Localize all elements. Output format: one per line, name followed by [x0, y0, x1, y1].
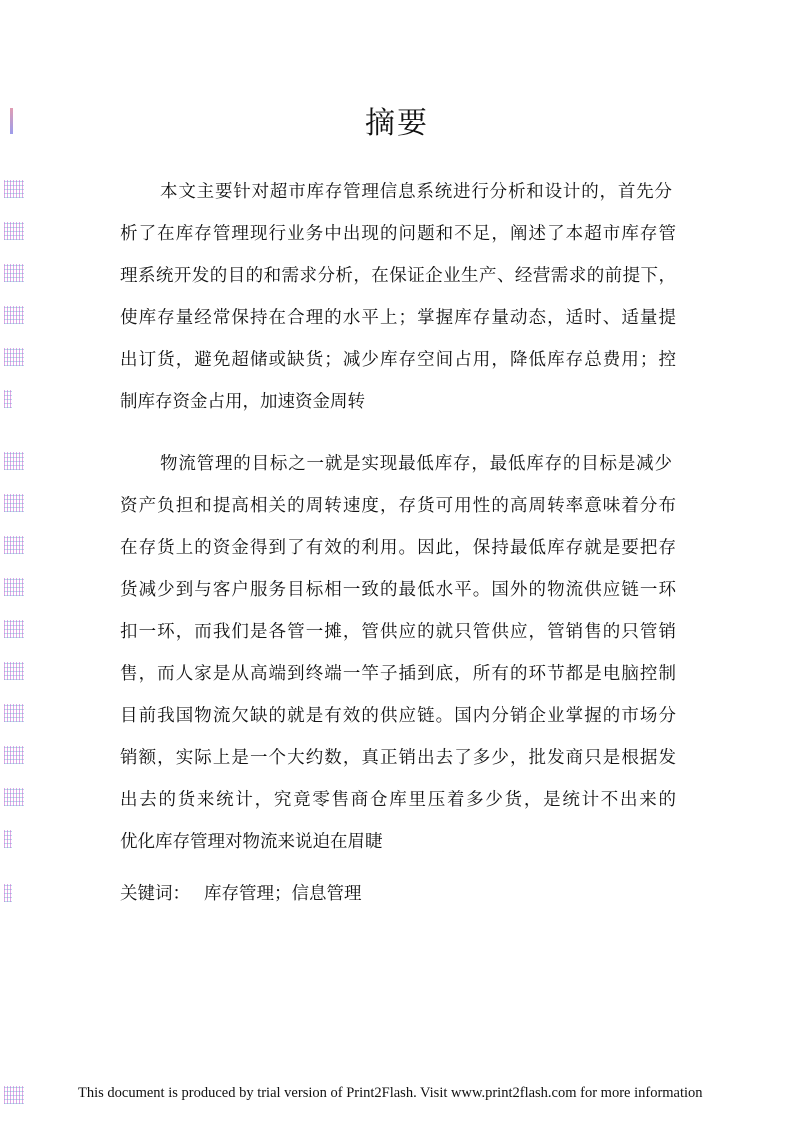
paragraph-2-line: 售，而人家是从高端到终端一竿子插到底，所有的环节都是电脑控制: [120, 664, 676, 684]
paragraph-1-line: 本文主要针对超市库存管理信息系统进行分析和设计的，首先分: [160, 182, 672, 202]
paragraph-2-line: 销额，实际上是一个大约数，真正销出去了多少，批发商只是根据发: [120, 748, 676, 768]
paragraph-2-line: 货减少到与客户服务目标相一致的最低水平。国外的物流供应链一环: [120, 580, 676, 600]
scan-noise-mark: [4, 578, 24, 596]
scan-noise-mark: [4, 536, 24, 554]
paragraph-2-line: 优化库存管理对物流来说迫在眉睫: [120, 832, 383, 852]
scan-noise-mark: [4, 306, 24, 324]
paragraph-1-line: 理系统开发的目的和需求分析，在保证企业生产、经营需求的前提下，: [120, 266, 676, 286]
scan-noise-mark: [4, 788, 24, 806]
paragraph-1-line: 出订货，避免超储或缺货；减少库存空间占用，降低库存总费用；控: [120, 350, 676, 370]
scan-noise-mark: [4, 1086, 24, 1104]
paragraph-1-line: 制库存资金占用，加速资金周转: [120, 392, 365, 412]
scan-noise-mark: [4, 620, 24, 638]
paragraph-2-line: 资产负担和提高相关的周转速度，存货可用性的高周转率意味着分布: [120, 496, 676, 516]
paragraph-2-line: 扣一环，而我们是各管一摊，管供应的就只管供应，管销售的只管销: [120, 622, 676, 642]
scan-noise-mark: [4, 830, 12, 848]
scan-noise-mark: [4, 222, 24, 240]
scan-noise-mark: [4, 884, 12, 902]
paragraph-2-line: 物流管理的目标之一就是实现最低库存，最低库存的目标是减少: [160, 454, 672, 474]
keywords: [120, 882, 362, 906]
paragraph-1-line: 使库存量经常保持在合理的水平上；掌握库存量动态，适时、适量提: [120, 308, 676, 328]
scan-noise-mark: [4, 180, 24, 198]
scan-noise-mark: [4, 264, 24, 282]
paragraph-2-line: 目前我国物流欠缺的就是有效的供应链。国内分销企业掌握的市场分: [120, 706, 676, 726]
scan-noise-mark: [4, 390, 12, 408]
scan-noise-mark: [4, 746, 24, 764]
scan-noise-mark: [4, 348, 24, 366]
scan-noise-mark: [4, 452, 24, 470]
abstract-title: 摘要: [365, 106, 429, 141]
scan-noise-mark: [4, 704, 24, 722]
paragraph-2-line: 出去的货来统计，究竟零售商仓库里压着多少货，是统计不出来的: [120, 790, 676, 810]
scan-noise-mark: [4, 662, 24, 680]
scan-noise-mark: [4, 494, 24, 512]
keywords-value: 库存管理；信息管理: [204, 884, 362, 904]
paragraph-1-line: 析了在库存管理现行业务中出现的问题和不足，阐述了本超市库存管: [120, 224, 676, 244]
trial-watermark-footer: This document is produced by trial version of Print2Flash. Visit www.print2flash.com for more information: [78, 1085, 703, 1101]
paragraph-2-line: 在存货上的资金得到了有效的利用。因此，保持最低库存就是要把存: [120, 538, 676, 558]
keywords-label: 关键词：: [120, 884, 190, 904]
